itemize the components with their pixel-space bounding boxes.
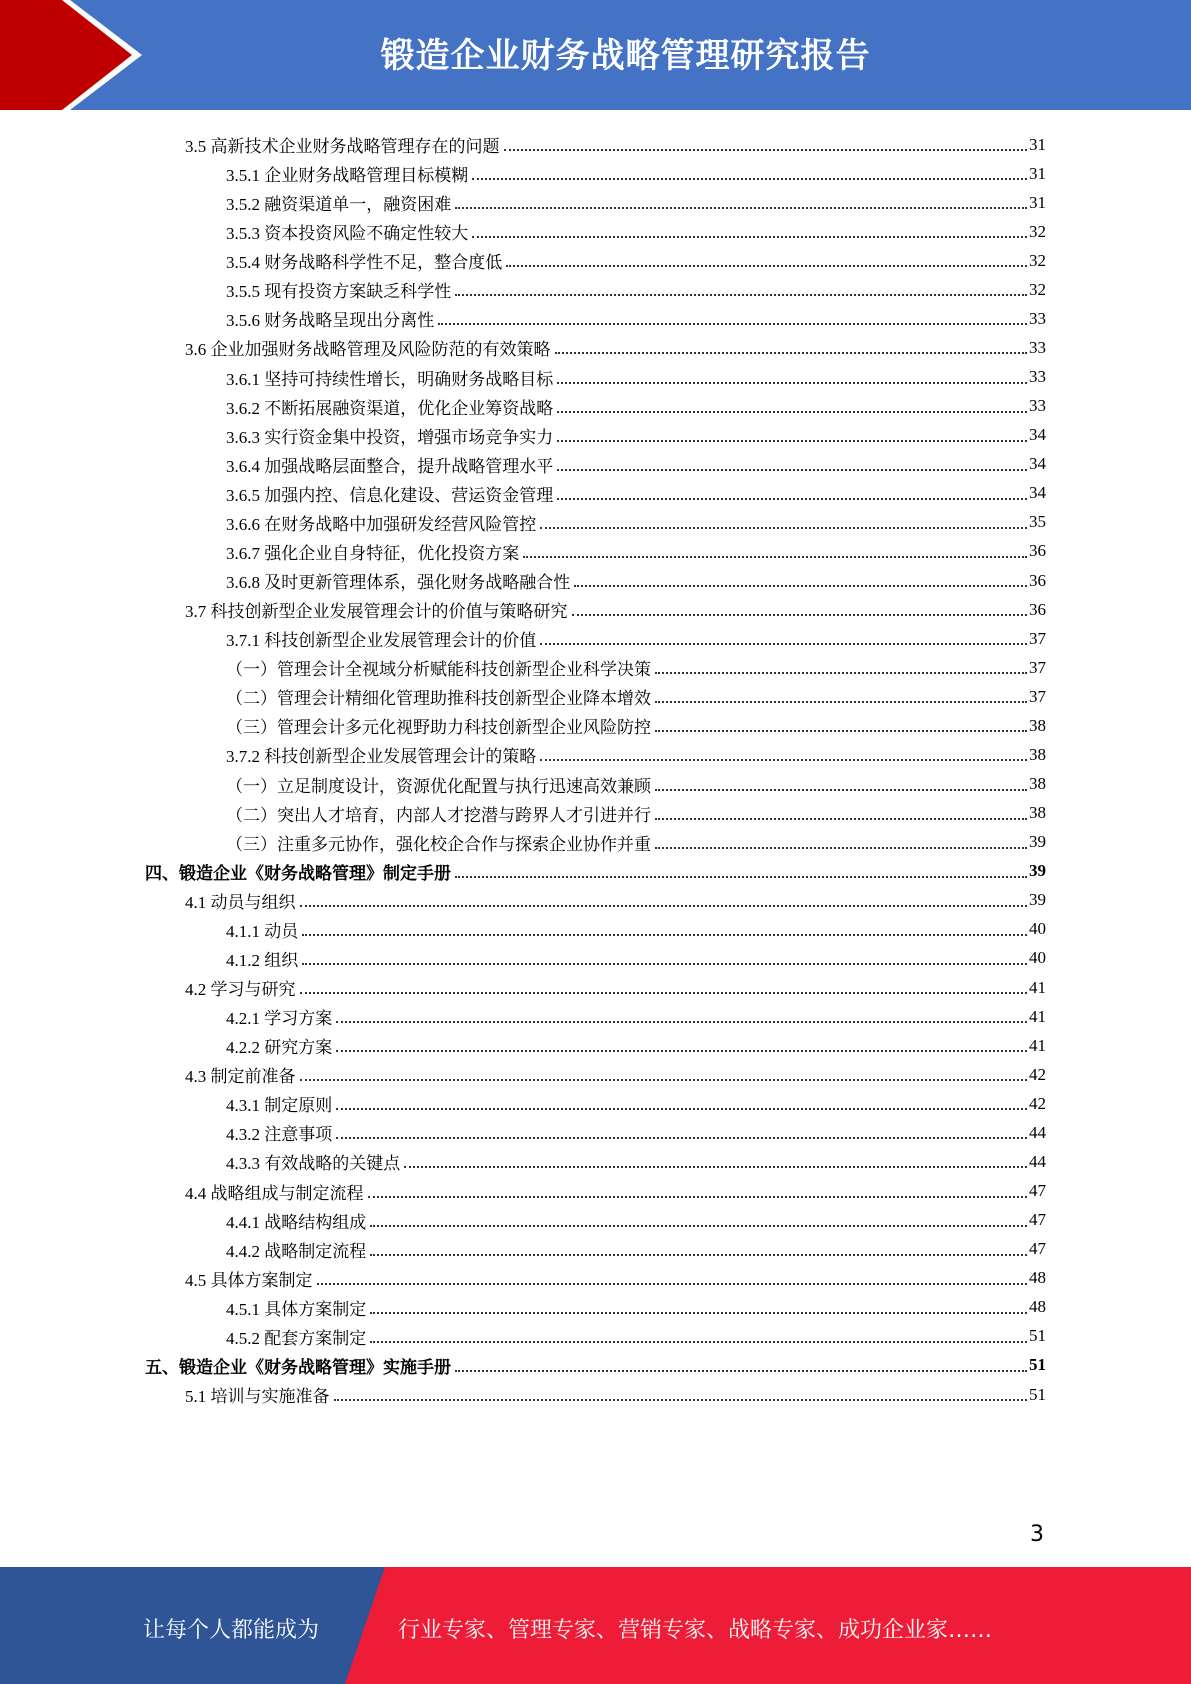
toc-entry[interactable]: [226, 508, 1046, 537]
toc-entry-page: 32: [1029, 279, 1046, 299]
dot-leader: [557, 382, 1027, 384]
toc-entry-title: 4.3 制定前准备: [185, 1067, 296, 1087]
dot-leader: [572, 614, 1028, 616]
page-header: [0, 0, 1191, 110]
toc-entry[interactable]: [226, 246, 1046, 275]
toc-entry[interactable]: [145, 1351, 1046, 1380]
toc-entry-page: 38: [1029, 715, 1046, 735]
toc-entry-page: 40: [1029, 948, 1046, 968]
toc-entry-page: 47: [1029, 1210, 1046, 1230]
toc-entry[interactable]: [226, 1293, 1046, 1322]
toc-entry-page: 37: [1029, 686, 1046, 706]
toc-entry[interactable]: [185, 1264, 1046, 1293]
toc-entry[interactable]: [226, 159, 1046, 188]
dot-leader: [302, 934, 1027, 936]
toc-entry-page: 41: [1029, 1035, 1046, 1055]
toc-entry[interactable]: [226, 770, 1046, 799]
toc-entry[interactable]: [226, 1089, 1046, 1118]
dot-leader: [302, 963, 1027, 965]
toc-entry-page: 48: [1029, 1268, 1046, 1288]
toc-entry[interactable]: [226, 682, 1046, 711]
toc-entry[interactable]: [185, 1380, 1046, 1409]
toc-entry-page: 33: [1029, 308, 1046, 328]
toc-entry-title: 4.5.2 配套方案制定: [226, 1328, 367, 1348]
toc-entry-page: 47: [1029, 1239, 1046, 1259]
dot-leader: [557, 498, 1027, 500]
toc-entry[interactable]: [226, 421, 1046, 450]
toc-entry-page: 39: [1029, 861, 1046, 881]
toc-entry[interactable]: [226, 799, 1046, 828]
toc-entry[interactable]: [226, 1206, 1046, 1235]
toc-entry-page: 42: [1029, 1064, 1046, 1084]
toc-entry-title: （一）管理会计全视域分析赋能科技创新型企业科学决策: [226, 660, 651, 680]
dot-leader: [472, 178, 1027, 180]
dot-leader: [574, 585, 1027, 587]
dot-leader: [336, 1021, 1027, 1023]
toc-entry[interactable]: [185, 595, 1046, 624]
toc-entry-page: 47: [1029, 1181, 1046, 1201]
toc-entry-title: （二）突出人才培育，内部人才挖潜与跨界人才引进并行: [226, 805, 651, 825]
toc-entry-title: 4.1.2 组织: [226, 950, 299, 970]
toc-entry-page: 39: [1029, 890, 1046, 910]
dot-leader: [336, 1108, 1027, 1110]
footer-slogan-left: 让每个人都能成为: [143, 1618, 320, 1643]
dot-leader: [557, 440, 1027, 442]
toc-entry-title: 3.6.5 加强内控、信息化建设、营运资金管理: [226, 485, 554, 505]
toc-entry-title: （三）管理会计多元化视野助力科技创新型企业风险防控: [226, 718, 651, 738]
toc-entry[interactable]: [226, 1235, 1046, 1264]
toc-entry-title: 3.7.1 科技创新型企业发展管理会计的价值: [226, 631, 537, 651]
toc-entry-page: 51: [1029, 1326, 1046, 1346]
toc-entry[interactable]: [226, 915, 1046, 944]
toc-entry-title: 3.7 科技创新型企业发展管理会计的价值与策略研究: [185, 602, 568, 622]
toc-entry[interactable]: [226, 1147, 1046, 1176]
toc-entry-title: 3.6.1 坚持可持续性增长，明确财务战略目标: [226, 369, 554, 389]
dot-leader: [540, 759, 1027, 761]
toc-entry-title: 3.5.2 融资渠道单一，融资困难: [226, 195, 452, 215]
toc-entry-page: 31: [1029, 163, 1046, 183]
toc-entry-title: 4.2.2 研究方案: [226, 1038, 333, 1058]
dot-leader: [655, 701, 1027, 703]
dot-leader: [368, 1196, 1028, 1198]
toc-entry-page: 32: [1029, 221, 1046, 241]
dot-leader: [523, 556, 1027, 558]
toc-entry[interactable]: [226, 828, 1046, 857]
toc-entry[interactable]: [226, 363, 1046, 392]
toc-entry-page: 37: [1029, 628, 1046, 648]
dot-leader: [540, 643, 1027, 645]
dot-leader: [655, 789, 1027, 791]
dot-leader: [557, 411, 1027, 413]
dot-leader: [300, 992, 1028, 994]
dot-leader: [300, 1079, 1028, 1081]
toc-entry-title: 4.3.2 注意事项: [226, 1125, 333, 1145]
toc-entry-title: 3.6.2 不断拓展融资渠道，优化企业筹资战略: [226, 398, 554, 418]
dot-leader: [472, 236, 1027, 238]
toc-entry[interactable]: [226, 188, 1046, 217]
toc-entry-page: 34: [1029, 425, 1046, 445]
toc-entry-title: 4.3.3 有效战略的关键点: [226, 1154, 401, 1174]
toc-entry-title: 3.5.6 财务战略呈现出分离性: [226, 311, 435, 331]
toc-entry[interactable]: [226, 304, 1046, 333]
toc-entry-page: 36: [1029, 570, 1046, 590]
toc-entry[interactable]: [226, 479, 1046, 508]
dot-leader: [334, 1399, 1028, 1401]
toc-entry-page: 33: [1029, 396, 1046, 416]
toc-entry-page: 37: [1029, 657, 1046, 677]
toc-entry[interactable]: [226, 1322, 1046, 1351]
toc-entry[interactable]: [226, 740, 1046, 769]
dot-leader: [370, 1254, 1027, 1256]
toc-entry-title: 3.6.8 及时更新管理体系，强化财务战略融合性: [226, 573, 571, 593]
toc-entry-title: 3.6.6 在财务战略中加强研发经营风险管控: [226, 514, 537, 534]
toc-entry[interactable]: [226, 217, 1046, 246]
toc-entry-page: 51: [1029, 1384, 1046, 1404]
toc-entry-title: 4.5.1 具体方案制定: [226, 1299, 367, 1319]
page-footer: [0, 1567, 1191, 1684]
toc-entry[interactable]: [226, 653, 1046, 682]
toc-entry[interactable]: [145, 857, 1046, 886]
toc-entry-title: 3.6.7 强化企业自身特征，优化投资方案: [226, 543, 520, 563]
toc-entry-title: （三）注重多元协作，强化校企合作与探索企业协作并重: [226, 834, 651, 854]
dot-leader: [370, 1312, 1027, 1314]
dot-leader: [336, 1050, 1027, 1052]
dot-leader: [455, 1370, 1027, 1372]
dot-leader: [455, 876, 1027, 878]
dot-leader: [504, 149, 1028, 151]
toc-entry-title: 3.5.5 现有投资方案缺乏科学性: [226, 282, 452, 302]
toc-entry-title: 4.2 学习与研究: [185, 980, 296, 1000]
toc-entry-title: （一）立足制度设计，资源优化配置与执行迅速高效兼顾: [226, 776, 651, 796]
toc-entry-title: 4.1.1 动员: [226, 921, 299, 941]
toc-entry[interactable]: [226, 392, 1046, 421]
toc-entry[interactable]: [185, 1177, 1046, 1206]
dot-leader: [540, 527, 1027, 529]
dot-leader: [404, 1166, 1027, 1168]
dot-leader: [370, 1225, 1027, 1227]
toc-entry-page: 48: [1029, 1297, 1046, 1317]
toc-entry[interactable]: [226, 566, 1046, 595]
toc-entry-page: 31: [1029, 192, 1046, 212]
toc-entry-title: 四、锻造企业《财务战略管理》制定手册: [145, 863, 451, 883]
toc-entry-page: 35: [1029, 512, 1046, 532]
toc-entry-page: 41: [1029, 1006, 1046, 1026]
toc-entry-title: 4.4.2 战略制定流程: [226, 1241, 367, 1261]
dot-leader: [300, 905, 1028, 907]
toc-entry[interactable]: [185, 333, 1046, 362]
dot-leader: [506, 265, 1027, 267]
toc-entry-title: 3.6.3 实行资金集中投资，增强市场竞争实力: [226, 427, 554, 447]
dot-leader: [655, 847, 1027, 849]
toc-entry-page: 38: [1029, 803, 1046, 823]
toc-entry[interactable]: [226, 944, 1046, 973]
toc-entry[interactable]: [185, 1060, 1046, 1089]
dot-leader: [438, 323, 1027, 325]
document-title: 锻造企业财务战略管理研究报告: [380, 36, 871, 76]
toc-entry-page: 32: [1029, 250, 1046, 270]
dot-leader: [557, 469, 1027, 471]
toc-entry-title: 3.6 企业加强财务战略管理及风险防范的有效策略: [185, 340, 551, 360]
dot-leader: [370, 1341, 1027, 1343]
toc-entry[interactable]: [226, 275, 1046, 304]
toc-entry[interactable]: [226, 1031, 1046, 1060]
footer-slogan-right: 行业专家、管理专家、营销专家、战略专家、成功企业家……: [398, 1618, 993, 1643]
toc-entry-page: 51: [1029, 1355, 1046, 1375]
page-number: 3: [1030, 1522, 1044, 1547]
toc-entry[interactable]: [226, 537, 1046, 566]
toc-entry-title: 3.5.4 财务战略科学性不足，整合度低: [226, 253, 503, 273]
toc-entry-title: 5.1 培训与实施准备: [185, 1387, 330, 1406]
toc-entry-title: （二）管理会计精细化管理助推科技创新型企业降本增效: [226, 689, 651, 709]
toc-entry[interactable]: [185, 973, 1046, 1002]
toc-entry-page: 42: [1029, 1093, 1046, 1113]
toc-entry[interactable]: [185, 886, 1046, 915]
toc-entry-title: 4.3.1 制定原则: [226, 1096, 333, 1116]
toc-entry-page: 31: [1029, 134, 1046, 154]
toc-entry-page: 36: [1029, 541, 1046, 561]
toc-entry[interactable]: [185, 130, 1046, 159]
toc-entry-title: 3.6.4 加强战略层面整合，提升战略管理水平: [226, 456, 554, 476]
toc-entry-page: 38: [1029, 744, 1046, 764]
toc-entry-page: 36: [1029, 599, 1046, 619]
dot-leader: [655, 818, 1027, 820]
toc-entry-page: 44: [1029, 1151, 1046, 1171]
toc-entry-page: 33: [1029, 367, 1046, 387]
toc-entry-page: 40: [1029, 919, 1046, 939]
toc-entry-page: 34: [1029, 483, 1046, 503]
dot-leader: [336, 1137, 1027, 1139]
toc-entry-title: 4.4.1 战略结构组成: [226, 1212, 367, 1232]
toc-entry[interactable]: [226, 624, 1046, 653]
toc-entry-title: 4.1 动员与组织: [185, 892, 296, 912]
toc-entry-page: 44: [1029, 1122, 1046, 1142]
toc-entry-page: 33: [1029, 337, 1046, 357]
toc-entry[interactable]: [226, 1118, 1046, 1147]
toc-entry-title: 4.2.1 学习方案: [226, 1009, 333, 1029]
toc-entry-title: 4.4 战略组成与制定流程: [185, 1183, 364, 1203]
dot-leader: [317, 1283, 1028, 1285]
toc-entry-page: 38: [1029, 774, 1046, 794]
toc-entry-page: 41: [1029, 977, 1046, 997]
toc-entry[interactable]: [226, 1002, 1046, 1031]
toc-entry-title: 3.5 高新技术企业财务战略管理存在的问题: [185, 137, 500, 156]
toc-entry-title: 五、锻造企业《财务战略管理》实施手册: [145, 1357, 451, 1377]
dot-leader: [555, 352, 1028, 354]
dot-leader: [655, 672, 1027, 674]
toc-entry-page: 39: [1029, 832, 1046, 852]
toc-entry-title: 3.7.2 科技创新型企业发展管理会计的策略: [226, 747, 537, 767]
dot-leader: [455, 207, 1027, 209]
toc-entry-title: 4.5 具体方案制定: [185, 1270, 313, 1290]
dot-leader: [455, 294, 1027, 296]
dot-leader: [655, 730, 1027, 732]
toc-entry[interactable]: [226, 711, 1046, 740]
toc-entry-title: 3.5.1 企业财务战略管理目标模糊: [226, 166, 469, 186]
toc-entry[interactable]: [226, 450, 1046, 479]
toc-entry-page: 34: [1029, 454, 1046, 474]
toc-entry-title: 3.5.3 资本投资风险不确定性较大: [226, 224, 469, 244]
